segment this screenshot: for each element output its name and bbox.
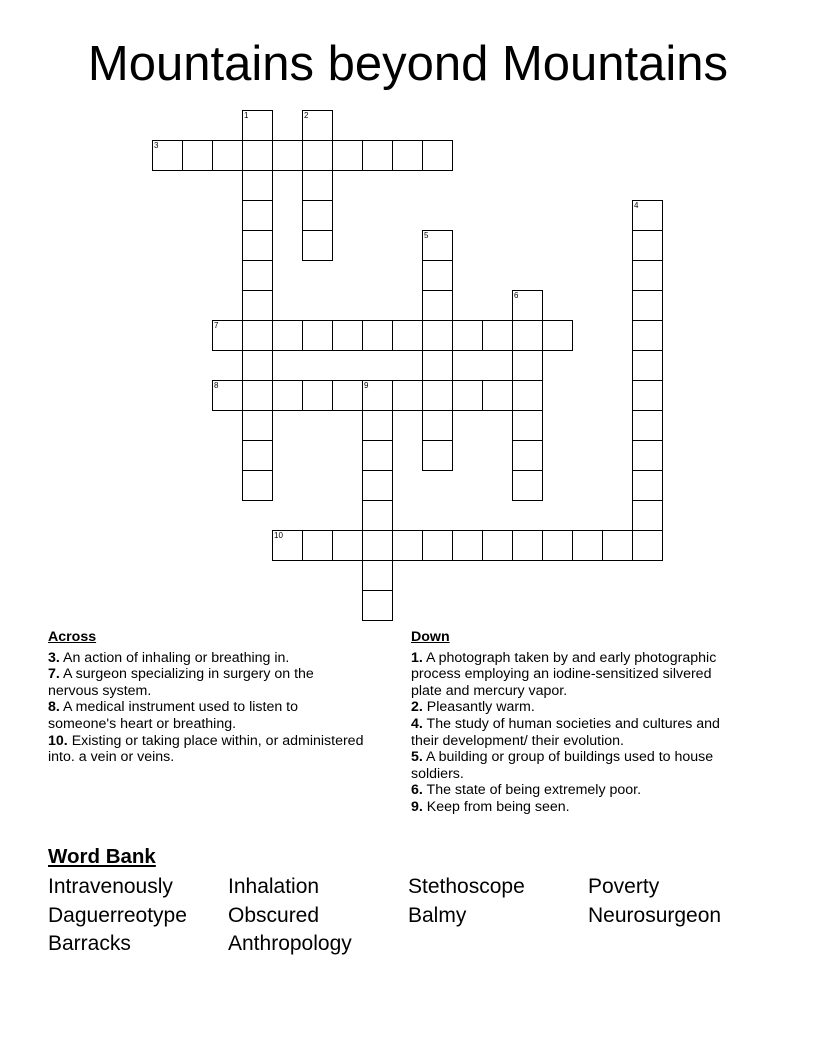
grid-cell[interactable]: [332, 140, 363, 171]
grid-cell[interactable]: [332, 380, 363, 411]
word-bank-item: Barracks: [48, 932, 131, 955]
clue-number: 6: [514, 291, 519, 300]
grid-cell[interactable]: [242, 230, 273, 261]
grid-cell[interactable]: [512, 530, 543, 561]
grid-cell[interactable]: [362, 410, 393, 441]
grid-cell[interactable]: [212, 380, 243, 411]
grid-cell[interactable]: [632, 290, 663, 321]
grid-cell[interactable]: [422, 290, 453, 321]
clue-number: 4: [634, 201, 639, 210]
word-bank: [48, 845, 788, 957]
grid-cell[interactable]: [242, 350, 273, 381]
grid-cell[interactable]: [302, 170, 333, 201]
grid-cell[interactable]: [512, 440, 543, 471]
grid-cell[interactable]: [422, 530, 453, 561]
grid-cell[interactable]: [302, 380, 333, 411]
word-bank-item: Daguerreotype: [48, 903, 187, 927]
word-bank-item: Intravenously: [48, 875, 173, 898]
across-clue: 7. A surgeon specializing in surgery on the nervous system.: [48, 666, 314, 699]
grid-cell[interactable]: [422, 380, 453, 411]
grid-cell[interactable]: [242, 320, 273, 351]
grid-cell[interactable]: [242, 140, 273, 171]
across-clue: 10. Existing or taking place within, or administered into. a vein or veins.: [48, 732, 364, 766]
page-title: Mountains beyond Mountains: [87, 37, 729, 91]
grid-cell[interactable]: [242, 410, 273, 441]
down-heading: Down: [411, 629, 450, 645]
grid-cell[interactable]: [482, 530, 513, 561]
grid-cell[interactable]: [242, 470, 273, 501]
grid-cell[interactable]: [242, 290, 273, 321]
grid-cell[interactable]: [602, 530, 633, 561]
down-clue: 1. A photograph taken by and early photographic process employing an iodine-sensitized silvered plate and mercury vapor.: [411, 649, 717, 699]
grid-cell[interactable]: [512, 290, 543, 321]
grid-cell[interactable]: [392, 320, 423, 351]
grid-cell[interactable]: [242, 260, 273, 291]
grid-cell[interactable]: [332, 530, 363, 561]
grid-cell[interactable]: [242, 200, 273, 231]
grid-cell[interactable]: [632, 230, 663, 261]
grid-cell[interactable]: [362, 320, 393, 351]
grid-cell[interactable]: [512, 350, 543, 381]
grid-cell[interactable]: [632, 530, 663, 561]
grid-cell[interactable]: [182, 140, 213, 171]
grid-cell[interactable]: [632, 260, 663, 291]
grid-cell[interactable]: [572, 530, 603, 561]
grid-cell[interactable]: [512, 320, 543, 351]
grid-cell[interactable]: [242, 380, 273, 411]
clue-number: 10: [274, 531, 283, 540]
word-bank-item: Neurosurgeon: [588, 903, 722, 927]
word-bank-item: Anthropology: [228, 932, 352, 955]
down-clue: 5. A building or group of buildings used to house soldiers.: [411, 749, 714, 782]
grid-cell[interactable]: [452, 320, 483, 351]
word-bank-item: Poverty: [588, 875, 660, 898]
down-clue: 9. Keep from being seen.: [411, 798, 570, 815]
clue-number: 1: [244, 111, 249, 120]
grid-cell[interactable]: [512, 470, 543, 501]
grid-cell[interactable]: [242, 110, 273, 141]
grid-cell[interactable]: [362, 590, 393, 621]
down-clue: 2. Pleasantly warm.: [411, 699, 535, 716]
grid-cell[interactable]: [512, 410, 543, 441]
grid-cell[interactable]: [632, 200, 663, 231]
grid-cell[interactable]: [422, 410, 453, 441]
grid-cell[interactable]: [242, 440, 273, 471]
grid-cell[interactable]: [632, 440, 663, 471]
word-bank-item: Balmy: [408, 903, 467, 927]
clue-number: 9: [364, 381, 369, 390]
grid-cell[interactable]: [302, 140, 333, 171]
grid-cell[interactable]: [212, 140, 243, 171]
grid-cell[interactable]: [482, 320, 513, 351]
grid-cell[interactable]: [422, 140, 453, 171]
word-bank-item: Stethoscope: [408, 875, 525, 898]
grid-cell[interactable]: [302, 230, 333, 261]
grid-cell[interactable]: [392, 530, 423, 561]
grid-cell[interactable]: [302, 320, 333, 351]
grid-cell[interactable]: [362, 500, 393, 531]
grid-cell[interactable]: [302, 530, 333, 561]
grid-cell[interactable]: [452, 380, 483, 411]
grid-cell[interactable]: [422, 260, 453, 291]
grid-cell[interactable]: [302, 110, 333, 141]
grid-cell[interactable]: [362, 140, 393, 171]
grid-cell[interactable]: [632, 320, 663, 351]
grid-cell[interactable]: [512, 380, 543, 411]
grid-cell[interactable]: [272, 320, 303, 351]
grid-cell[interactable]: [362, 560, 393, 591]
grid-cell[interactable]: [422, 230, 453, 261]
down-clue: 6. The state of being extremely poor.: [411, 782, 642, 799]
grid-cell[interactable]: [242, 170, 273, 201]
word-bank-item: Inhalation: [228, 875, 320, 898]
grid-cell[interactable]: [152, 140, 183, 171]
grid-cell[interactable]: [272, 140, 303, 171]
down-clues: [411, 629, 741, 816]
grid-cell[interactable]: [632, 350, 663, 381]
clue-number: 8: [214, 381, 219, 390]
grid-cell[interactable]: [632, 380, 663, 411]
clue-number: 3: [154, 141, 159, 150]
grid-cell[interactable]: [362, 380, 393, 411]
grid-cell[interactable]: [302, 200, 333, 231]
across-heading: Across: [48, 629, 97, 645]
grid-cell[interactable]: [542, 320, 573, 351]
down-clue: 4. The study of human societies and cultures and their development/ their evolution.: [411, 715, 720, 749]
across-clue: 3. An action of inhaling or breathing in.: [48, 649, 290, 666]
word-bank-item: Obscured: [228, 903, 320, 927]
grid-cell[interactable]: [422, 440, 453, 471]
clue-number: 5: [424, 231, 429, 240]
grid-cell[interactable]: [482, 380, 513, 411]
grid-cell[interactable]: [422, 350, 453, 381]
grid-cell[interactable]: [632, 500, 663, 531]
grid-cell[interactable]: [632, 470, 663, 501]
grid-cell[interactable]: [212, 320, 243, 351]
grid-cell[interactable]: [362, 440, 393, 471]
grid-cell[interactable]: [392, 380, 423, 411]
grid-cell[interactable]: [272, 530, 303, 561]
clue-number: 7: [214, 321, 219, 330]
grid-cell[interactable]: [632, 410, 663, 441]
clue-number: 2: [304, 111, 309, 120]
grid-cell[interactable]: [362, 530, 393, 561]
grid-cell[interactable]: [392, 140, 423, 171]
grid-cell[interactable]: [332, 320, 363, 351]
across-clue: 8. A medical instrument used to listen to someone's heart or breathing.: [48, 699, 299, 732]
across-clues: [48, 629, 368, 766]
grid-cell[interactable]: [422, 320, 453, 351]
grid-cell[interactable]: [542, 530, 573, 561]
grid-cell[interactable]: [452, 530, 483, 561]
grid-cell[interactable]: [362, 470, 393, 501]
word-bank-heading: Word Bank: [48, 845, 156, 868]
grid-cell[interactable]: [272, 380, 303, 411]
